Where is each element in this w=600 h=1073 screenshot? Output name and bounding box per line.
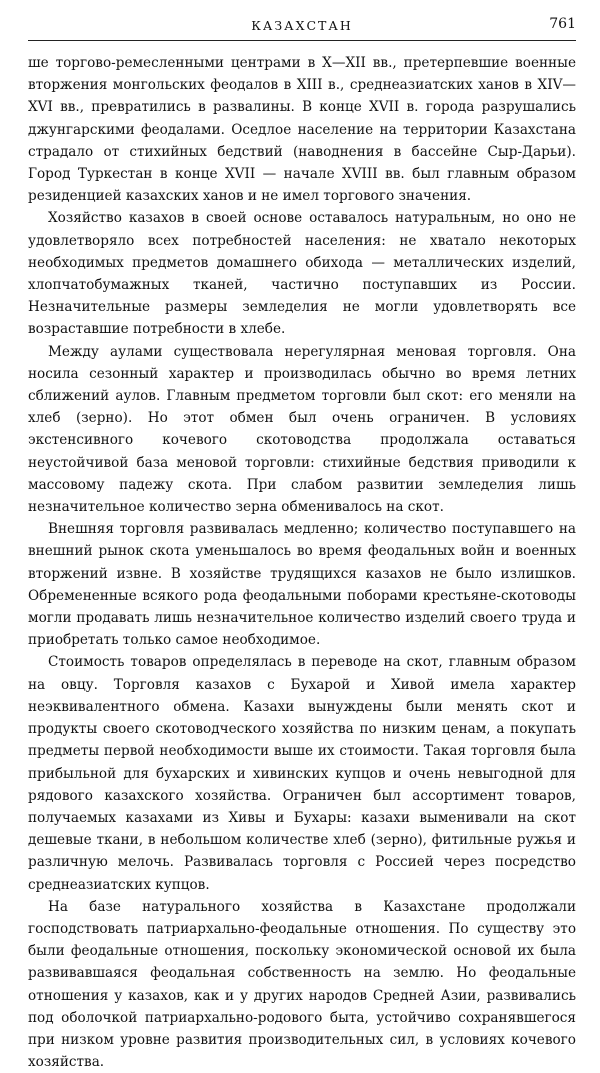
paragraph: Между аулами существовала нерегулярная меновая торговля. Она носила сезонный характер и производилась обычно во время летних сближений аулов. Главным предметом торговли был скот: его меняли на хлеб (зерно). Но этот обмен был очень ограничен. В условиях экстенсивного кочевого скотоводства продолжала оставаться неустойчивой база меновой торговли: стихийные бедствия приводили к массовому падежу скота. При слабом развитии земледелия лишь незначительное количество зерна обменивалось на скот.	[28, 343, 576, 516]
running-title: КАЗАХСТАН	[251, 18, 353, 33]
paragraph: Внешняя торговля развивалась медленно; количество поступавшего на внешний рынок скота уменьшалось во время феодальных войн и военных вторжений извне. В хозяйстве трудящихся казахов не было излишков. Обремененные всякого рода феодальными поборами крестьяне-скотоводы могли продавать лишь незначительное количество изделий своего труда и приобретать только самое необходимое.	[28, 521, 576, 649]
book-page	[28, 14, 576, 1073]
paragraph: Хозяйство казахов в своей основе оставалось натуральным, но оно не удовлетворяло всех потребностей населения: не хватало некоторых необходимых предметов домашнего обихода — металлических изделий, хлопчатобумажных тканей, частично поступавших из России. Незначительные размеры земледелия не могли удовлетворять все возраставшие потребности в хлебе.	[28, 210, 576, 338]
paragraph: На базе натурального хозяйства в Казахстане продолжали господствовать патриархально-феодальные отношения. По существу это были феодальные отношения, поскольку экономической основой их была развивавшаяся феодальная собственность на землю. Но феодальные отношения у казахов, как и у других народов Средней Азии, развивались под оболочкой патриархально-родового быта, устойчиво сохранявшегося при низком уровне развития производительных сил, в условиях кочевого хозяйства.	[28, 898, 576, 1071]
page-number: 761	[549, 16, 576, 32]
header-rule	[28, 40, 576, 41]
paragraph: Стоимость товаров определялась в переводе на скот, главным образом на овцу. Торговля казахов с Бухарой и Хивой имела характер неэквивалентного обмена. Казахи вынуждены были менять скот и продукты своего скотоводческого хозяйства по низким ценам, а покупать предметы первой необходимости выше их стоимости. Такая торговля была прибыльной для бухарских и хивинских купцов и очень невыгодной для рядового казахского хозяйства. Ограничен был ассортимент товаров, получаемых казахами из Хивы и Бухары: казахи выменивали на скот дешевые ткани, в небольшом количестве хлеб (зерно), фитильные ружья и различную мелочь. Развивалась торговля с Россией через посредство среднеазиатских купцов.	[28, 654, 576, 893]
body-text	[28, 52, 576, 1073]
page-header	[28, 14, 576, 38]
paragraph-continued: ше торгово-ремесленными центрами в X—XII вв., претерпевшие военные вторжения монгольских феодалов в XIII в., среднеазиатских ханов в XIV—XVI вв., превратились в развалины. В конце XVII в. города разрушались джунгарскими феодалами. Оседлое население на территории Казахстана страдало от стихийных бедствий (наводнения в бассейне Сыр-Дарьи). Город Туркестан в конце XVII — начале XVIII вв. был главным образом резиденцией казахских ханов и не имел торгового значения.	[28, 55, 576, 205]
